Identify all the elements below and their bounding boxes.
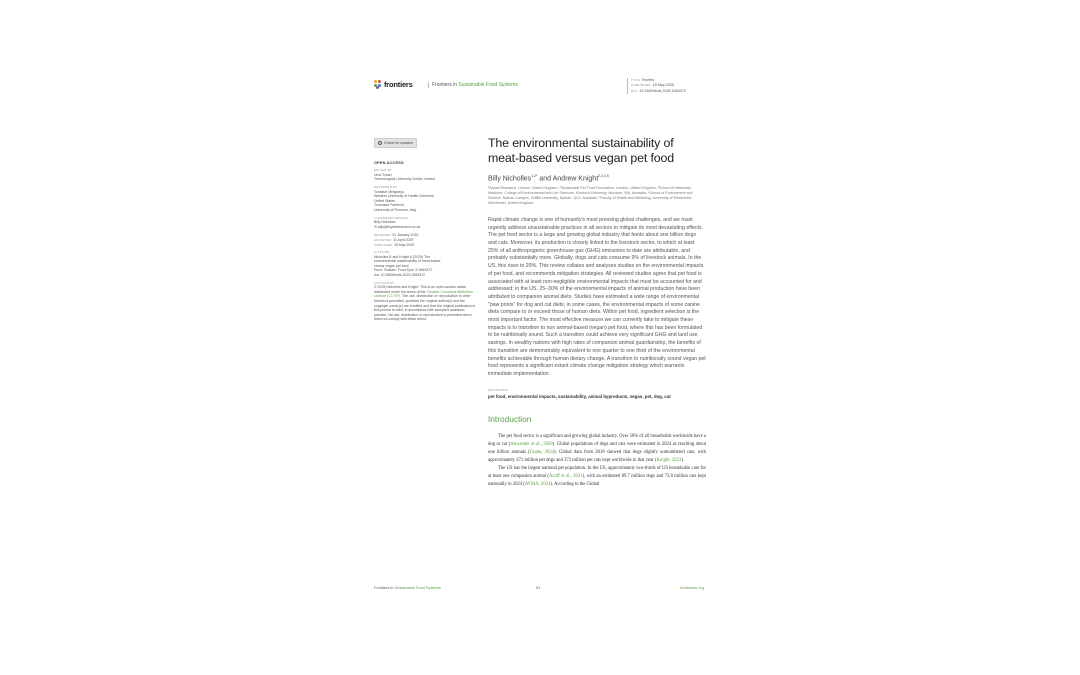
open-access-label: OPEN ACCESS bbox=[374, 160, 404, 165]
logo-text: frontiers bbox=[384, 80, 413, 89]
received-date: 31 January 2025 bbox=[392, 233, 419, 238]
citation-line: versus vegan pet food. bbox=[374, 263, 410, 268]
citation-line: Nicholles B and Knight A (2025) The bbox=[374, 254, 431, 259]
abstract: Rapid climate change is one of humanity's most pressing global challenges, and we must urgently address unsustainable practices in all sectors to mitigate its most devastating effects. The pet food sector is a large and growing global industry that feeds about one billion dogs and cats. Moreover, its production is closely linked to the livestock sector, to which at least 25% of all anthropogenic greenhouse gas (GHG) emissions to date are attributable, and probably substantially more. Globally, dogs and cats consume 9% of livestock animals. In the US, this rises to 20%. This review collates and analyses studies on the environmental impacts of pet food, and recommends mitigation strategies. All reviewed studies agree that pet food is associated with at least non-negligible environmental impacts that must be accounted for and addressed; in the US, 25–30% of the environmental impacts of animal production have been attributed to companion animal diets. Studies have estimated a wide range of environmental "paw prints" for dog and cat diets; in some cases, the environmental impacts of some canine diets compare to or exceed those of human diets. Within pet food, ingredient selection is the most important factor. The most effective measure we can currently take to mitigate these impacts is to transition to non animal-based (vegan) pet food, where this has been formulated to be nutritionally sound. Such a transition could achieve very significant GHG and land use savings. In wealthy nations with high rates of companion animal guardianship, the benefits of this transition are demonstrably equivalent to one quarter to one third of the environmental benefits achievable through human dietary change. A transition to nutritionally sound vegan pet food represents a significant extant climate change mitigation strategy which warrants immediate implementation. bbox=[488, 216, 706, 377]
citation-link[interactable]: AVMA, 2024 bbox=[524, 481, 551, 487]
section-heading-introduction: Introduction bbox=[488, 413, 532, 424]
editor-name: Uma Tiwari, bbox=[374, 172, 393, 177]
affiliations: ¹Bryant Research, London, United Kingdom, ²Sustainable Pet Food Foundation, London, United Kingdom, ³School of Veterinary Medicine, College of Environmental and Life Sciences, Murdoch University, Murdoch, WA, Australia, ⁴School of Environment and Science, Nathan Campus, Griffith University, Nathan, QLD, Australia, ⁵Faculty of Health and Wellbeing, University of Winchester, Winchester, United Kingdom bbox=[488, 185, 693, 205]
copyright-text: © 2025 Nicholles and Knight. This is an open-access article distributed under the terms of the Creative Commons Attribution License (CC BY). The use, distribution or reproduction in other forums is permitted, provided the original author(s) and the copyright owner(s) are credited and that the original publication in this journal is cited, in accordance with accepted academic practice. No use, distribution or reproduction is permitted which does not comply with these terms. bbox=[374, 285, 476, 322]
refresh-icon bbox=[378, 141, 382, 145]
article-page bbox=[372, 72, 708, 600]
article-dates: RECEIVED 31 January 2025 ACCEPTED 11 April 2025 PUBLISHED 15 May 2025 bbox=[374, 233, 419, 247]
correspondence-name: Billy Nicholles bbox=[374, 220, 396, 225]
reviewer-line: University of Florence, Italy bbox=[374, 207, 417, 212]
accepted-date: 11 April 2025 bbox=[393, 237, 414, 242]
journal-name[interactable]: Frontiers in Sustainable Food Systems bbox=[428, 82, 518, 88]
reviewer-line: Western University of Health Sciences, bbox=[374, 194, 435, 199]
reviewed-by-label: REVIEWED BY bbox=[374, 184, 398, 189]
citation-line: Front. Sustain. Food Syst. 9:1569372. bbox=[374, 268, 433, 273]
correspondence-label: *CORRESPONDENCE bbox=[374, 215, 409, 220]
license-link[interactable]: Creative Commons Attribution License (CC BY) bbox=[374, 289, 473, 299]
edited-by-label: EDITED BY bbox=[374, 168, 393, 173]
copyright-label: COPYRIGHT bbox=[374, 280, 395, 285]
citation-link[interactable]: Knight, 2023 bbox=[656, 457, 682, 463]
check-for-updates-button[interactable]: Check for updates bbox=[374, 138, 417, 148]
sidebar bbox=[374, 138, 476, 322]
author-name[interactable]: Andrew Knight bbox=[552, 175, 599, 183]
article-main bbox=[488, 136, 706, 489]
paragraph: The pet food sector is a significant and growing global industry. Over 50% of all households worldwide have a dog or cat (Alexander et al., 2020). Global populations of dogs and cats were estimated in 2024 as reaching about one billion animals (Gupta, 2024). Global data from 2018 showed that dogs slightly outnumbered cats, with approximately 471 million pet dogs and 373 million pet cats kept worldwide in that year (Knight, 2023). bbox=[488, 433, 707, 463]
paragraph: The US has the largest national pet population. In the US, approximately two-thirds of US households care for at least one companion animal (Acuff et al., 2021), with an estimated 89.7 million dogs and 73.8 million cats kept nationally in 2024 (AVMA, 2024). According to the Global bbox=[488, 465, 706, 487]
page-number: 01 bbox=[536, 585, 541, 590]
body-text bbox=[488, 433, 706, 489]
reviewer-line: United States bbox=[374, 198, 396, 203]
keywords-label: KEYWORDS bbox=[488, 387, 509, 392]
footer-journal[interactable]: Frontiers in Sustainable Food Systems bbox=[374, 585, 441, 590]
frontiers-logo-icon bbox=[374, 80, 381, 89]
reviewer-line: Tonatiuh Melgarejo, bbox=[374, 189, 405, 194]
article-meta: TYPE Review PUBLISHED 15 May 2025 DOI 10.3389/fsufs.2025.1569372 bbox=[627, 78, 686, 94]
published-date: 15 May 2025 bbox=[652, 83, 675, 88]
frontiers-logo[interactable] bbox=[374, 80, 413, 89]
reviewer-line: Tommaso Fantechi, bbox=[374, 203, 405, 208]
footer-site-link[interactable]: frontiersin.org bbox=[680, 585, 704, 590]
author-list: Billy Nicholles$^{1,2*}$ and Andrew Knight$^{2,3,4,5}$ bbox=[488, 174, 609, 183]
citation-link[interactable]: Gupta, 2024 bbox=[529, 449, 555, 455]
citation-link[interactable]: Alexander et al., 2020 bbox=[510, 441, 553, 447]
author-name[interactable]: Billy Nicholles bbox=[488, 175, 532, 183]
page-header bbox=[374, 78, 704, 104]
page-footer bbox=[374, 585, 704, 590]
citation-link[interactable]: Acuff et al., 2021 bbox=[548, 473, 583, 479]
editor-affiliation: Technological University Dublin, Ireland bbox=[374, 177, 436, 182]
sidebar-published-date: 15 May 2025 bbox=[394, 242, 415, 247]
citation-label: CITATION bbox=[374, 250, 390, 255]
article-title: The environmental sustainability of meat-based versus vegan pet food bbox=[488, 136, 674, 165]
article-type: Review bbox=[642, 78, 655, 82]
doi[interactable]: 10.3389/fsufs.2025.1569372 bbox=[639, 88, 686, 93]
keywords: pet food, environmental impacts, sustainability, animal byproducts, vegan, pet, dog, cat bbox=[488, 393, 671, 399]
citation-line: environmental sustainability of meat-based bbox=[374, 259, 441, 264]
correspondence-email[interactable]: ✉ billy@bryantresearch.co.uk bbox=[374, 224, 421, 229]
citation-line: doi: 10.3389/fsufs.2025.1569372 bbox=[374, 273, 425, 278]
